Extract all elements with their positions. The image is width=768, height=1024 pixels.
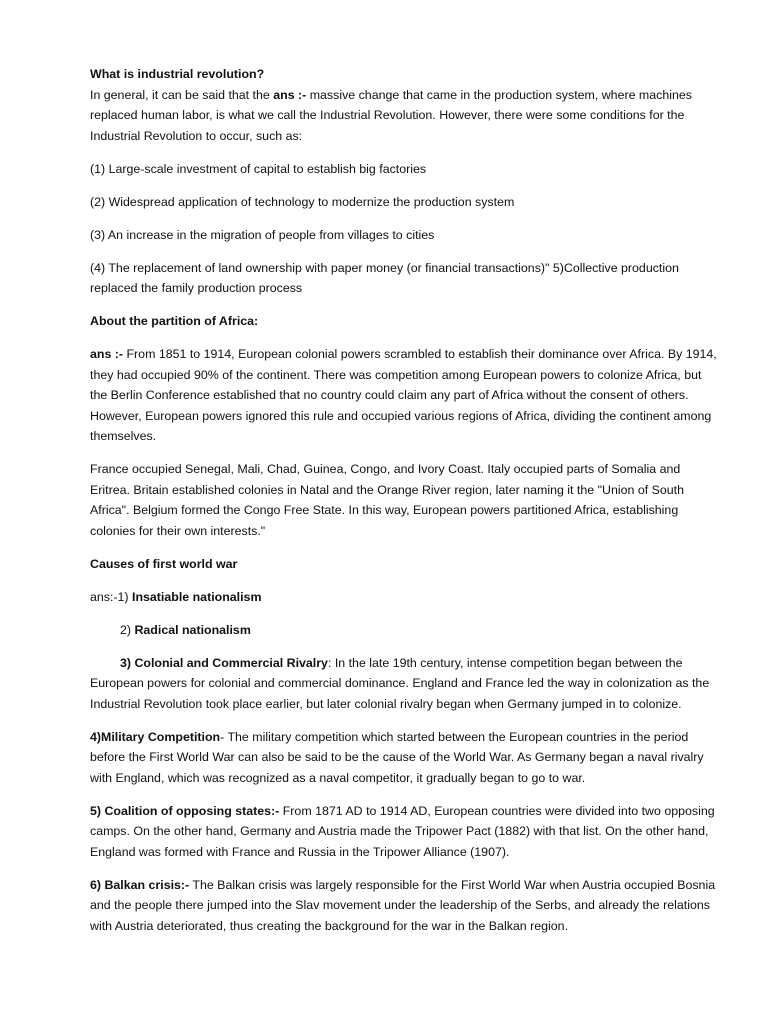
africa-paragraph-2: France occupied Senegal, Mali, Chad, Guinea, Congo, and Ivory Coast. Italy occupied parts of Somalia and Eritrea. Britain established colonies in Natal and the Orange River region, later naming it the "Union of South Africa". Belgium formed the Congo Free State. In this way, European powers partitioned Africa, establishing colonies for their own interests." — [90, 462, 684, 538]
wwi-cause-5: 5) Coalition of opposing states:- From 1871 AD to 1914 AD, European countries were divided into two opposing camps. On the other hand, Germany and Austria made the Tripower Pact (1882) with that list. On the other hand, England was formed with France and Russia in the Tripower Alliance (1907). — [90, 803, 715, 859]
condition-item: (1) Large-scale investment of capital to establish big factories — [90, 161, 427, 176]
wwi-cause-2: 2) Radical nationalism — [120, 622, 251, 637]
industrial-revolution-heading: What is industrial revolution? — [90, 67, 265, 81]
wwi-heading: Causes of first world war — [90, 556, 238, 571]
condition-item: (4) The replacement of land ownership with paper money (or financial transactions)" 5)Collective production replaced the family production process — [90, 260, 679, 295]
wwi-cause-6: 6) Balkan crisis:- The Balkan crisis was largely responsible for the First World War when Austria occupied Bosnia and the people there jumped into the Slav movement under the leadership of the Serbs, and already the relations with Austria deteriorated, thus creating the background for the war in the Balkan region. — [90, 877, 716, 933]
africa-heading: About the partition of Africa: — [90, 314, 259, 328]
industrial-revolution-intro: In general, it can be said that the ans :- massive change that came in the production system, where machines replaced human labor, is what we call the Industrial Revolution. However, there were some conditions for the Industrial Revolution to occur, such as: — [90, 87, 692, 143]
document-page — [90, 64, 720, 949]
wwi-cause-1: ans:-1) Insatiable nationalism — [90, 589, 262, 604]
africa-paragraph-1: ans :- From 1851 to 1914, European colonial powers scrambled to establish their dominance over Africa. By 1914, they had occupied 90% of the continent. There was competition among European powers to colonize Africa, but the Berlin Conference established that no country could claim any part of Africa without the consent of others. However, European powers ignored this rule and occupied various regions of Africa, dividing the continent among themselves. — [90, 347, 717, 443]
wwi-cause-3: 3) Colonial and Commercial Rivalry: In the late 19th century, intense competition began between the European powers for colonial and commercial dominance. England and France led the way in colonization as the Industrial Revolution took place earlier, but later colonial rivalry began when Germany jumped in to colonize. — [90, 655, 710, 711]
wwi-cause-4: 4)Military Competition- The military competition which started between the European countries in the period before the First World War can also be said to be the cause of the World War. As Germany began a naval rivalry with England, which was recognized as a naval competitor, it gradually began to go to war. — [90, 729, 704, 785]
condition-item: (3) An increase in the migration of people from villages to cities — [90, 227, 435, 242]
condition-item: (2) Widespread application of technology to modernize the production system — [90, 194, 515, 209]
